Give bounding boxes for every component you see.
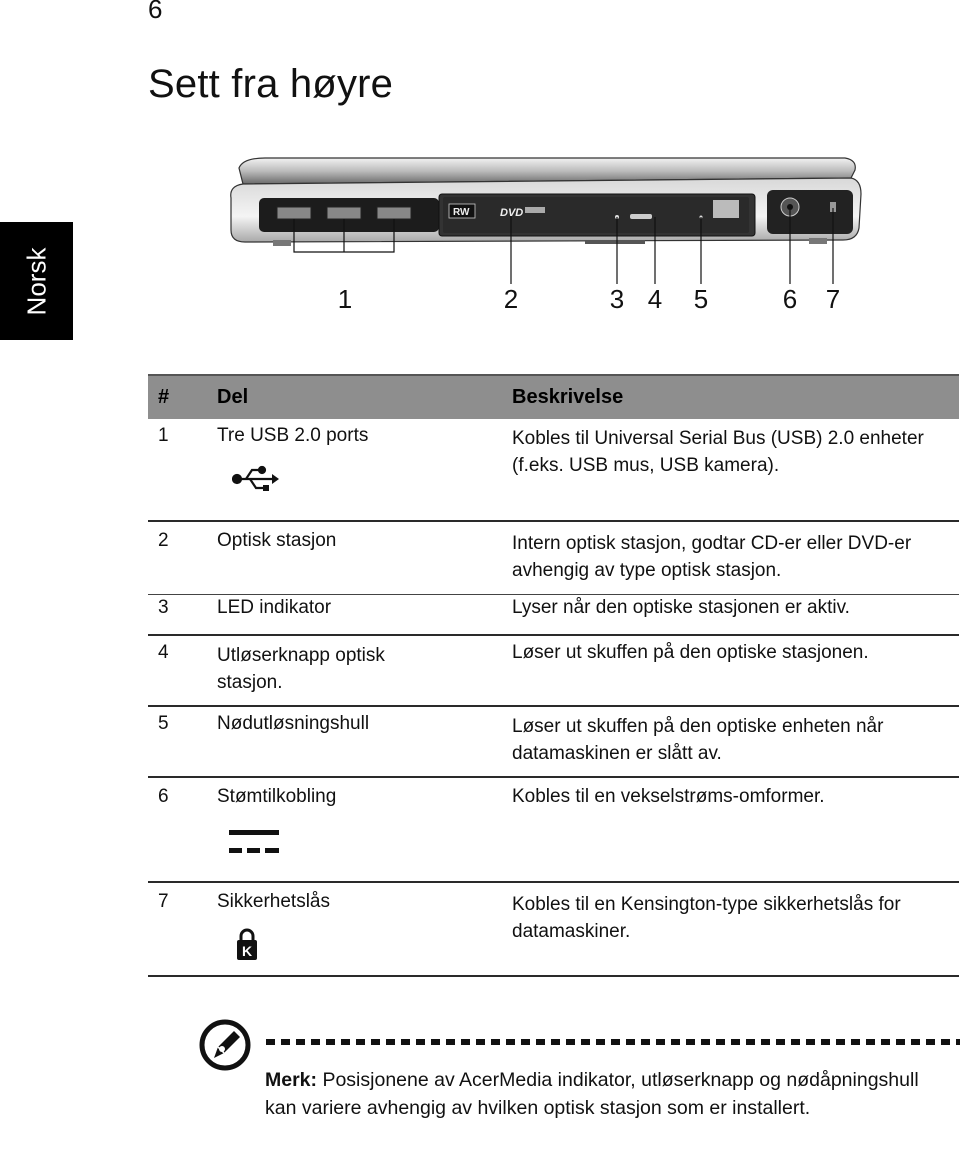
header-num: #	[158, 386, 170, 408]
table-row	[148, 417, 959, 522]
callout-4: 4	[647, 284, 663, 314]
row-part: Optisk stasjon	[217, 530, 337, 551]
usb-icon	[232, 465, 280, 493]
language-tab-label: Norsk	[21, 247, 51, 315]
row-num: 6	[158, 786, 169, 807]
ports-table	[148, 374, 959, 419]
row-part: Tre USB 2.0 ports	[217, 425, 369, 446]
row-num: 2	[158, 530, 169, 551]
table-row	[148, 595, 959, 636]
table-row	[148, 636, 959, 707]
rw-logo-text: RW	[453, 207, 470, 218]
note-label: Merk:	[265, 1069, 318, 1091]
table-row	[148, 522, 959, 595]
page-title: Sett fra høyre	[148, 62, 394, 106]
callout-1: 1	[337, 284, 353, 314]
row-desc: Intern optisk stasjon, godtar CD-er eller DVD-er avhengig av type optisk stasjon.	[512, 533, 912, 581]
row-desc: Løser ut skuffen på den optiske stasjonen.	[512, 642, 869, 663]
note-body: Posisjonene av AcerMedia indikator, utløserknapp og nødåpningshull kan variere avhengig av hvilken optisk stasjon som er installert.	[265, 1069, 919, 1119]
header-desc: Beskrivelse	[512, 386, 624, 408]
svg-text:K: K	[241, 943, 253, 959]
row-desc: Kobles til en Kensington-type sikkerhetslås for datamaskiner.	[512, 894, 901, 942]
note-divider	[266, 1038, 960, 1046]
row-part: LED indikator	[217, 597, 332, 618]
table-header	[148, 374, 959, 419]
row-num: 4	[158, 642, 169, 663]
row-num: 5	[158, 713, 169, 734]
table-row	[148, 778, 959, 883]
table-row	[148, 707, 959, 778]
header-part: Del	[217, 386, 249, 408]
callout-7: 7	[825, 284, 841, 314]
callout-3: 3	[609, 284, 625, 314]
callout-5: 5	[693, 284, 709, 314]
row-desc: Kobles til Universal Serial Bus (USB) 2.0 enheter (f.eks. USB mus, USB kamera).	[512, 428, 924, 476]
laptop-right-side-illustration	[225, 150, 865, 320]
row-num: 1	[158, 425, 169, 446]
kensington-lock-icon	[236, 927, 258, 961]
callout-2: 2	[503, 284, 519, 314]
row-desc: Løser ut skuffen på den optiske enheten når datamaskinen er slått av.	[512, 716, 884, 764]
callout-6: 6	[782, 284, 798, 314]
row-part: Stømtilkobling	[217, 786, 337, 807]
page-number: 6	[148, 0, 163, 24]
row-part: Sikkerhetslås	[217, 891, 330, 912]
dvd-logo-text: DVD	[500, 207, 524, 219]
row-desc: Kobles til en vekselstrøms-omformer.	[512, 786, 825, 807]
language-tab	[0, 222, 73, 340]
row-part: Utløserknapp optisk stasjon.	[217, 645, 385, 693]
row-part: Nødutløsningshull	[217, 713, 370, 734]
note-icon	[198, 1018, 252, 1072]
note-text	[265, 1067, 945, 1122]
row-desc: Lyser når den optiske stasjonen er aktiv.	[512, 597, 850, 618]
table-row	[148, 883, 959, 977]
dc-power-icon	[228, 828, 280, 856]
row-num: 3	[158, 597, 169, 618]
row-num: 7	[158, 891, 169, 912]
